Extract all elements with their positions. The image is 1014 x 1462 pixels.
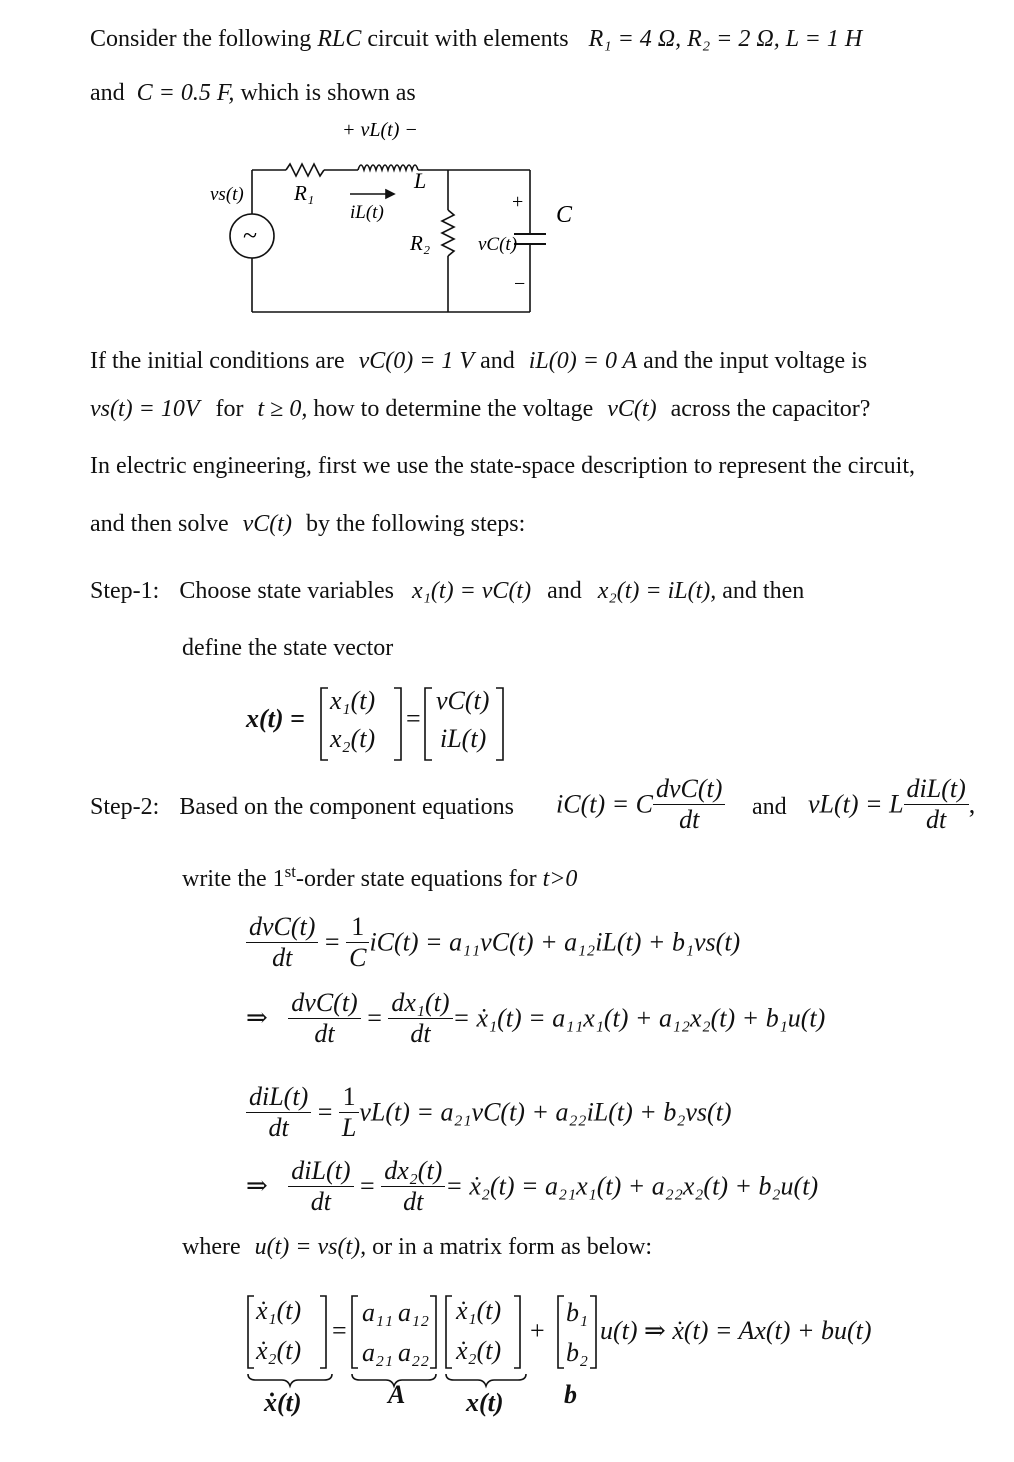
superscript-st: st: [284, 862, 296, 881]
matrix-x2: ẋ₂(t): [456, 1336, 502, 1365]
matrix-x1: ẋ₁(t): [456, 1296, 502, 1325]
ic-lhs: iC(t) = C: [556, 789, 653, 819]
source-symbol: ~: [243, 221, 258, 250]
matrix-form-text: or in a matrix form as below:: [372, 1234, 653, 1260]
write-text: write the 1: [182, 866, 285, 892]
vec-x1: x₁(t): [330, 686, 376, 715]
vl-denominator: dt: [926, 804, 947, 834]
problem-line-3: In electric engineering, first we use the state-space description to represent the circuit,: [90, 453, 915, 479]
and-text: and: [547, 578, 582, 604]
plus-sign: +: [512, 191, 524, 213]
matrix-xdot2: ẋ₂(t): [256, 1336, 302, 1365]
matrix-b1: b₁: [566, 1298, 589, 1327]
eq3-denominator: dt: [268, 1112, 289, 1142]
eq4-numerator-1: diL(t): [288, 1156, 353, 1187]
vec-equals: =: [406, 704, 421, 733]
vec-x2: x₂(t): [330, 724, 376, 753]
u-definition: u(t) = vs(t),: [254, 1234, 367, 1260]
element-values: R₁ = 4 Ω, R₂ = 2 Ω, L = 1 H: [588, 26, 863, 52]
matrix-a11: a₁₁: [362, 1298, 394, 1327]
and-text: and: [480, 348, 515, 374]
brace-label-a: A: [388, 1380, 406, 1409]
step-2-label: Step-2:: [90, 794, 160, 820]
and-then-text: and then: [722, 578, 805, 604]
steps-text: by the following steps:: [305, 511, 526, 537]
step-2-line-1: [90, 794, 514, 821]
state-equation-2: [246, 988, 825, 1049]
rlc-circuit-diagram: [190, 112, 590, 322]
vl-equation: [808, 774, 975, 835]
eq4-denominator-1: dt: [310, 1186, 332, 1216]
step-2-and: and: [752, 794, 787, 820]
problem-text-3: how to determine the voltage: [313, 396, 594, 422]
resistor-r2: [442, 210, 454, 256]
eq4-denominator-2: dt: [403, 1186, 424, 1216]
eq3-one: 1: [339, 1082, 359, 1113]
implies-arrow: ⇒: [246, 1003, 268, 1033]
eq2-denominator-1: dt: [314, 1018, 335, 1048]
matrix-b2: b₂: [566, 1338, 589, 1367]
step-2-line-2: [182, 862, 577, 893]
state-equation-4: [246, 1156, 818, 1217]
vs-label: vs(t): [210, 184, 244, 205]
problem-text-2: and the input voltage is: [643, 348, 868, 374]
state-equation-1: [246, 912, 740, 973]
x-vector-label: x(t) =: [246, 704, 305, 733]
then-solve-text: and then solve: [90, 511, 229, 537]
vl-label: + vL(t) −: [342, 119, 418, 141]
eq2-numerator-1: dvC(t): [288, 988, 360, 1019]
eq1-denominator: dt: [272, 942, 293, 972]
eq4-rhs: = ẋ₂(t) = a₂₁x₁(t) + a₂₂x₂(t) + b₂u(t): [445, 1171, 819, 1201]
x2-definition: x₂(t) = iL(t),: [597, 578, 717, 604]
eq1-numerator: dvC(t): [246, 912, 318, 943]
step-1-text: Choose state variables: [179, 578, 394, 604]
matrix-rhs: u(t) ⇒ ẋ(t) = Ax(t) + bu(t): [600, 1316, 872, 1345]
matrix-a22: a₂₂: [398, 1338, 430, 1367]
il-label: iL(t): [350, 202, 384, 223]
inductor-l: [358, 165, 418, 170]
r2-label: R₂: [410, 231, 431, 255]
implies-arrow-2: ⇒: [246, 1171, 268, 1201]
matrix-a21: a₂₁: [362, 1338, 394, 1367]
eq2-denominator-2: dt: [410, 1018, 431, 1048]
eq3-rhs: vL(t) = a₂₁vC(t) + a₂₂iL(t) + b₂vs(t): [359, 1097, 732, 1127]
eq3-equals: =: [317, 1097, 333, 1127]
c-label: C: [556, 202, 573, 228]
matrix-plus: +: [530, 1316, 545, 1345]
vl-lhs: vL(t) = L: [808, 789, 904, 819]
eq2-rhs: = ẋ₁(t) = a₁₁x₁(t) + a₁₂x₂(t) + b₁u(t): [452, 1003, 826, 1033]
intro-line-1: [90, 26, 862, 53]
minus-sign: −: [514, 273, 526, 295]
problem-line-1: [90, 348, 867, 375]
eq1-equals: =: [324, 927, 340, 957]
intro-line-2: [90, 80, 416, 107]
il-initial: iL(0) = 0 A: [528, 348, 638, 374]
comma: ,: [968, 789, 976, 819]
vec-vc: vC(t): [436, 686, 490, 715]
problem-text: If the initial conditions are: [90, 348, 345, 374]
rlc-label: RLC: [317, 26, 362, 52]
where-text: where: [182, 1234, 241, 1260]
r1-label: R₁: [294, 181, 315, 205]
step-1-label: Step-1:: [90, 578, 160, 604]
vec-il: iL(t): [440, 724, 487, 753]
problem-line-4: [90, 511, 525, 538]
capacitor-value: C = 0.5 F,: [136, 80, 235, 106]
vl-numerator: diL(t): [904, 774, 969, 805]
vc-initial: vC(0) = 1 V: [358, 348, 475, 374]
vs-value: vs(t) = 10V: [90, 396, 200, 422]
brace-label-b: b: [564, 1380, 577, 1409]
intro-text-2: circuit with elements: [367, 26, 569, 52]
vc-symbol: vC(t): [607, 396, 657, 422]
step-2-text: Based on the component equations: [179, 794, 514, 820]
step-1-line-1: [90, 578, 804, 605]
ic-denominator: dt: [679, 804, 700, 834]
t-condition: t ≥ 0,: [257, 396, 308, 422]
state-vector-lhs: [246, 704, 305, 734]
intro-text: Consider the following: [90, 26, 312, 52]
vc-symbol-2: vC(t): [242, 511, 292, 537]
brace-label-xdot: ẋ(t): [264, 1388, 302, 1417]
for-text: for: [215, 396, 244, 422]
matrix-a12: a₁₂: [398, 1298, 430, 1327]
state-equation-3: [246, 1082, 732, 1143]
vc-label: vC(t): [478, 234, 518, 255]
eq1-one: 1: [346, 912, 369, 943]
problem-text-4: across the capacitor?: [670, 396, 871, 422]
eq4-numerator-2: dx₂(t): [381, 1156, 445, 1187]
resistor-r1: [286, 164, 324, 176]
eq2-equals: =: [367, 1003, 382, 1033]
and-text: and: [90, 80, 125, 106]
eq1-rhs: iC(t) = a₁₁vC(t) + a₁₂iL(t) + b₁vs(t): [369, 927, 741, 957]
step-1-line-2: define the state vector: [182, 635, 394, 661]
l-label: L: [414, 168, 427, 193]
shown-as-text: which is shown as: [240, 80, 416, 106]
eq2-numerator-2: dx₁(t): [388, 988, 452, 1019]
matrix-xdot1: ẋ₁(t): [256, 1296, 302, 1325]
where-line: [182, 1234, 652, 1261]
problem-line-2: [90, 396, 870, 423]
order-text: -order state equations for: [295, 866, 537, 892]
eq3-numerator: diL(t): [246, 1082, 311, 1113]
x1-definition: x₁(t) = vC(t): [411, 578, 532, 604]
brace-label-x: x(t): [466, 1388, 504, 1417]
t-positive: t>0: [542, 866, 578, 892]
eq4-equals: =: [360, 1171, 375, 1201]
matrix-equals: =: [332, 1316, 347, 1345]
ic-equation: [556, 774, 725, 835]
ic-numerator: dvC(t): [653, 774, 725, 805]
eq1-c: C: [349, 942, 367, 972]
eq3-l: L: [341, 1112, 357, 1142]
